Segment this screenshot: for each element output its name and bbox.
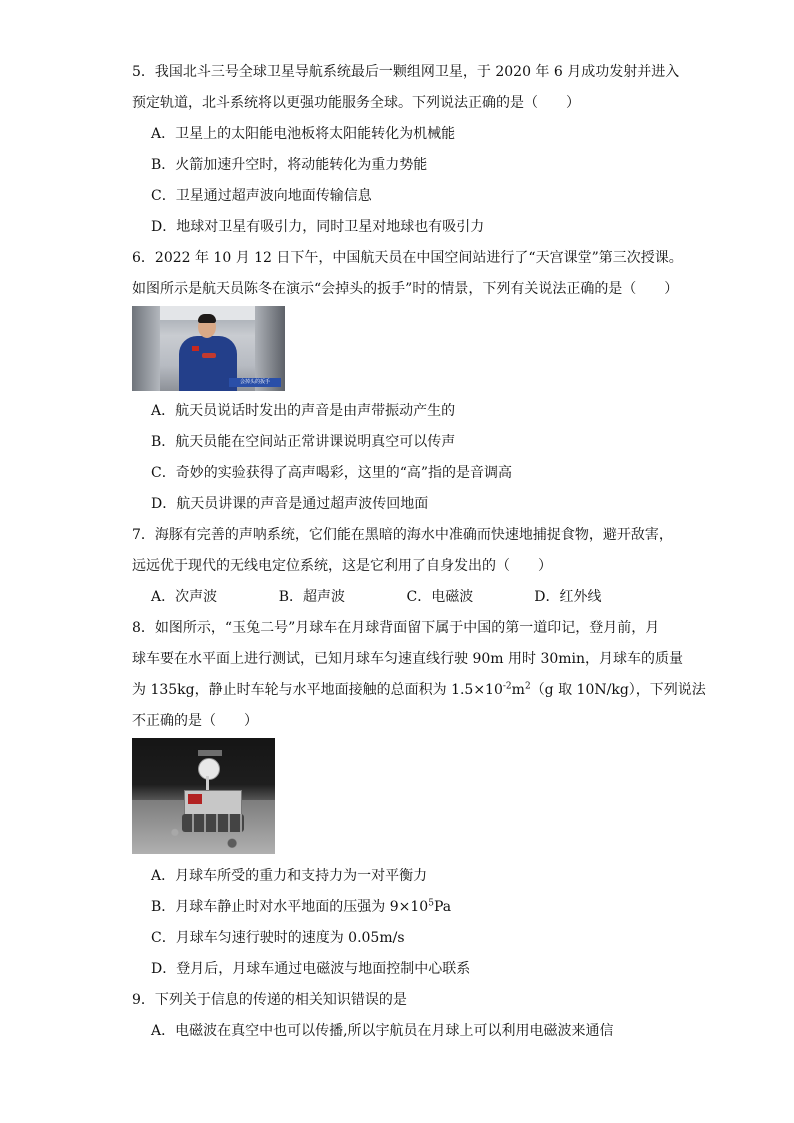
question-9-stem-line-1: 9．下列关于信息的传递的相关知识错误的是 bbox=[132, 992, 407, 1008]
question-8 bbox=[132, 618, 706, 990]
question-7 bbox=[132, 525, 673, 618]
question-7-stem-line-2: 远远优于现代的无线电定位系统，这是它利用了自身发出的（ ） bbox=[132, 558, 552, 574]
question-6-option-c[interactable]: C．奇妙的实验获得了高声喝彩，这里的“高”指的是音调高 bbox=[151, 465, 513, 481]
question-5-stem-line-2: 预定轨道，北斗系统将以更强功能服务全球。下列说法正确的是（ ） bbox=[132, 95, 580, 111]
question-6-option-a[interactable]: A．航天员说话时发出的声音是由声带振动产生的 bbox=[151, 403, 456, 419]
lunar-rover-photo bbox=[132, 738, 275, 854]
question-8-stem-line-3: 为 135kg，静止时车轮与水平地面接触的总面积为 $1.5\times 10^{-2}m^2(g$ 取 10N/kg），下列说法 bbox=[132, 681, 706, 698]
question-8-stem-line-1: 8．如图所示，“玉兔二号”月球车在月球背面留下属于中国的第一道印记，登月前，月 bbox=[132, 620, 660, 636]
question-5-option-b[interactable]: B．火箭加速升空时，将动能转化为重力势能 bbox=[151, 157, 428, 173]
question-9-option-a[interactable]: A．电磁波在真空中也可以传播,所以宇航员在月球上可以利用电磁波来通信 bbox=[151, 1023, 614, 1039]
question-6 bbox=[132, 248, 683, 525]
question-7-options bbox=[132, 587, 662, 618]
question-7-stem-line-1: 7．海豚有完善的声呐系统，它们能在黑暗的海水中准确而快速地捕捉食物，避开敌害， bbox=[132, 527, 673, 543]
question-5-option-d[interactable]: D．地球对卫星有吸引力，同时卫星对地球也有吸引力 bbox=[151, 219, 485, 235]
question-7-option-b[interactable]: B．超声波 bbox=[278, 589, 346, 605]
astronaut-photo bbox=[132, 306, 285, 391]
question-6-option-b[interactable]: B．航天员能在空间站正常讲课说明真空可以传声 bbox=[151, 434, 456, 450]
question-8-option-b[interactable]: B．月球车静止时对水平地面的压强为 $9\times 10^5Pa$ bbox=[151, 898, 452, 915]
question-8-stem-line-4: 不正确的是（ ） bbox=[132, 713, 258, 729]
photo-caption: 会掉头的扳手 bbox=[229, 378, 281, 387]
question-6-stem-line-2: 如图所示是航天员陈冬在演示“会掉头的扳手”时的情景，下列有关说法正确的是（ ） bbox=[132, 281, 679, 297]
question-7-option-a[interactable]: A．次声波 bbox=[151, 589, 218, 605]
question-8-option-c[interactable]: C．月球车匀速行驶时的速度为 0.05m/s bbox=[151, 930, 405, 946]
question-6-option-d[interactable]: D．航天员讲课的声音是通过超声波传回地面 bbox=[151, 496, 429, 512]
question-page bbox=[132, 62, 706, 1052]
question-5-option-a[interactable]: A．卫星上的太阳能电池板将太阳能转化为机械能 bbox=[151, 126, 456, 142]
question-5-stem-line-1: 5．我国北斗三号全球卫星导航系统最后一颗组网卫星，于 2020 年 6 月成功发射并进入 bbox=[132, 64, 680, 80]
question-9 bbox=[132, 990, 662, 1052]
question-7-option-d[interactable]: D．红外线 bbox=[534, 589, 602, 605]
question-8-option-a[interactable]: A．月球车所受的重力和支持力为一对平衡力 bbox=[151, 868, 428, 884]
question-8-option-d[interactable]: D．登月后，月球车通过电磁波与地面控制中心联系 bbox=[151, 961, 471, 977]
question-5 bbox=[132, 62, 680, 248]
question-8-stem-line-2: 球车要在水平面上进行测试，已知月球车匀速直线行驶 90m 用时 30min，月球车的质量 bbox=[132, 651, 684, 667]
question-6-stem-line-1: 6．2022 年 10 月 12 日下午，中国航天员在中国空间站进行了“天宫课堂”第三次授课。 bbox=[132, 250, 683, 266]
question-7-option-c[interactable]: C．电磁波 bbox=[406, 589, 474, 605]
question-5-option-c[interactable]: C．卫星通过超声波向地面传输信息 bbox=[151, 188, 372, 204]
